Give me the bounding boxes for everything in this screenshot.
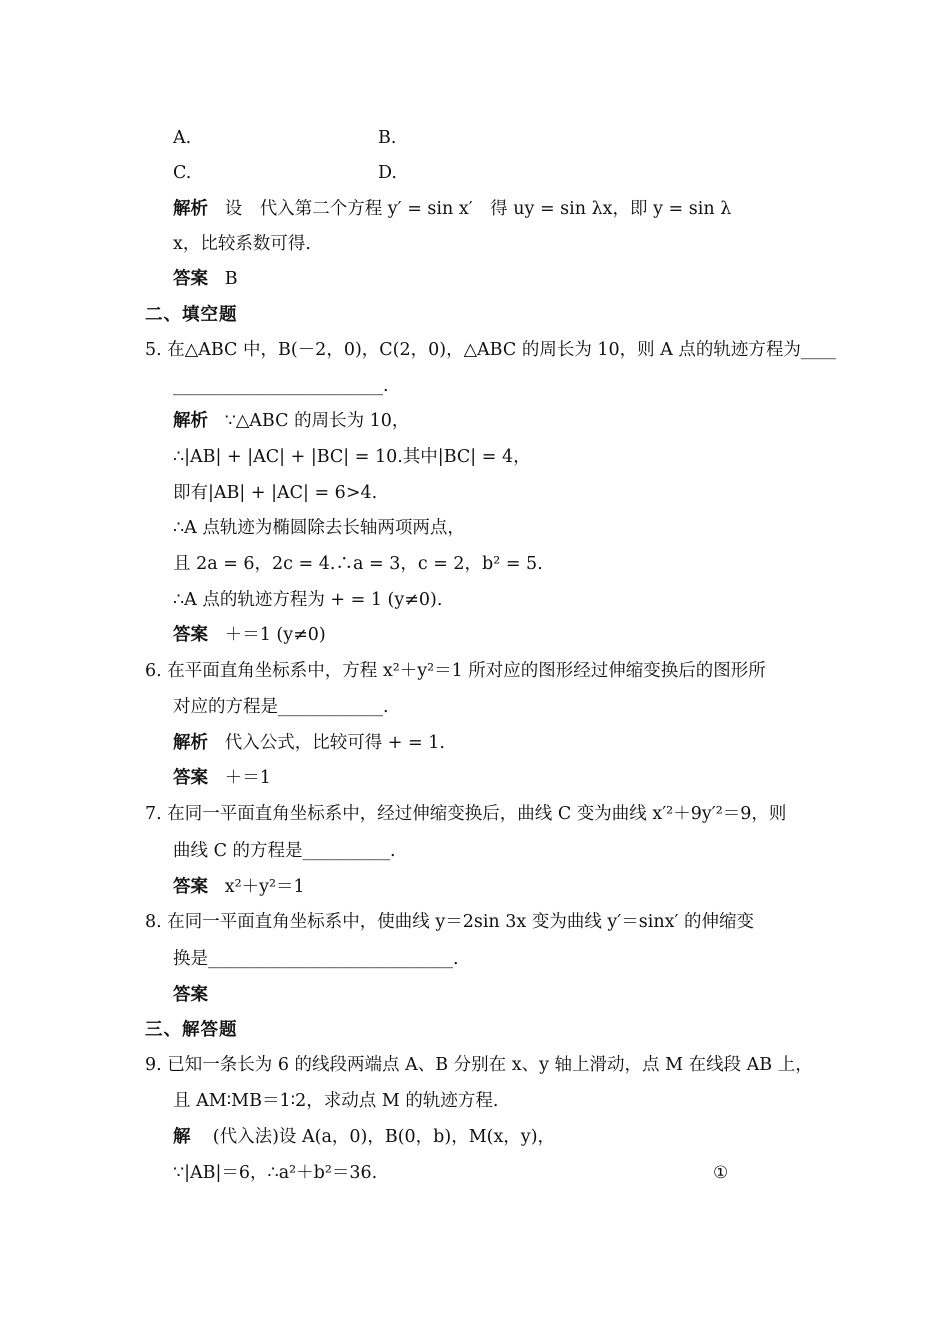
- q4-analysis: [173, 197, 731, 221]
- q9-stem: 9. 已知一条长为 6 的线段两端点 A、B 分别在 x、y 轴上滑动，点 M 在线段 AB 上，: [145, 1055, 813, 1075]
- q6-stem-cont: 对应的方程是____________.: [173, 697, 389, 717]
- answer-label: 答案: [173, 625, 208, 645]
- equation-marker: ①: [713, 1163, 729, 1183]
- q5-analysis-line4: ∴A 点轨迹为椭圆除去长轴两项两点，: [173, 518, 465, 538]
- option-a: A.: [173, 128, 192, 148]
- q5-stem: 5. 在△ABC 中，B(－2，0)，C(2，0)，△ABC 的周长为 10，则 A 点的轨迹方程为____: [145, 340, 836, 360]
- q9-solution: [173, 1125, 555, 1149]
- section-title-fill-in: 二、填空题: [145, 305, 238, 325]
- solution-label: 解: [173, 1127, 191, 1147]
- q5-analysis: [173, 409, 409, 433]
- q8-stem: 8. 在同一平面直角坐标系中，使曲线 y＝2sin 3x 变为曲线 y′＝sinx′ 的伸缩变: [145, 912, 754, 932]
- q7-stem-cont: 曲线 C 的方程是__________.: [173, 841, 396, 861]
- analysis-text: 代入公式，比较可得 + = 1.: [224, 733, 445, 753]
- q5-analysis-line6: ∴A 点的轨迹方程为 + = 1 (y≠0).: [173, 590, 443, 610]
- answer-text: B: [224, 269, 238, 289]
- solution-text: (代入法)设 A(a，0)，B(0，b)，M(x，y)，: [212, 1127, 556, 1147]
- q4-answer: [173, 267, 238, 291]
- q6-stem: 6. 在平面直角坐标系中，方程 x²＋y²＝1 所对应的图形经过伸缩变换后的图形所: [145, 661, 766, 681]
- analysis-text: 设 代入第二个方程 y′ = sin x′ 得 uy = sin λx，即 y = sin λ: [224, 199, 732, 219]
- q9-stem-cont: 且 AM∶MB＝1∶2，求动点 M 的轨迹方程.: [173, 1091, 499, 1111]
- analysis-text: ∵△ABC 的周长为 10，: [224, 411, 410, 431]
- option-b: B.: [378, 128, 397, 148]
- answer-label: 答案: [173, 768, 208, 788]
- analysis-label: 解析: [173, 199, 208, 219]
- q5-analysis-line2: ∴|AB| + |AC| + |BC| = 10.其中|BC| = 4，: [173, 447, 531, 467]
- q7-answer: [173, 875, 305, 899]
- option-c: C.: [173, 163, 192, 183]
- q4-analysis-cont: x，比较系数可得.: [173, 234, 311, 254]
- section-title-solve: 三、解答题: [145, 1020, 238, 1040]
- q6-analysis: [173, 731, 445, 755]
- option-d: D.: [378, 163, 397, 183]
- analysis-label: 解析: [173, 411, 208, 431]
- answer-label: 答案: [173, 269, 208, 289]
- analysis-label: 解析: [173, 733, 208, 753]
- q5-analysis-line5: 且 2a = 6，2c = 4.∴a = 3，c = 2，b² = 5.: [173, 554, 543, 574]
- q5-stem-cont: ________________________.: [173, 376, 389, 396]
- q8-answer-label: 答案: [173, 985, 208, 1005]
- q5-analysis-line3: 即有|AB| + |AC| = 6>4.: [173, 483, 378, 503]
- q9-solution-line2: ∵|AB|＝6，∴a²＋b²＝36.: [173, 1163, 378, 1183]
- q5-answer: [173, 623, 326, 647]
- q6-answer: [173, 766, 271, 790]
- q8-stem-cont: 换是____________________________.: [173, 949, 459, 969]
- answer-text: x²＋y²＝1: [224, 877, 305, 897]
- answer-text: ＋＝1 (y≠0): [224, 625, 326, 645]
- answer-label: 答案: [173, 877, 208, 897]
- q7-stem: 7. 在同一平面直角坐标系中，经过伸缩变换后，曲线 C 变为曲线 x′²＋9y′²＝9，则: [145, 804, 787, 824]
- answer-text: ＋＝1: [224, 768, 271, 788]
